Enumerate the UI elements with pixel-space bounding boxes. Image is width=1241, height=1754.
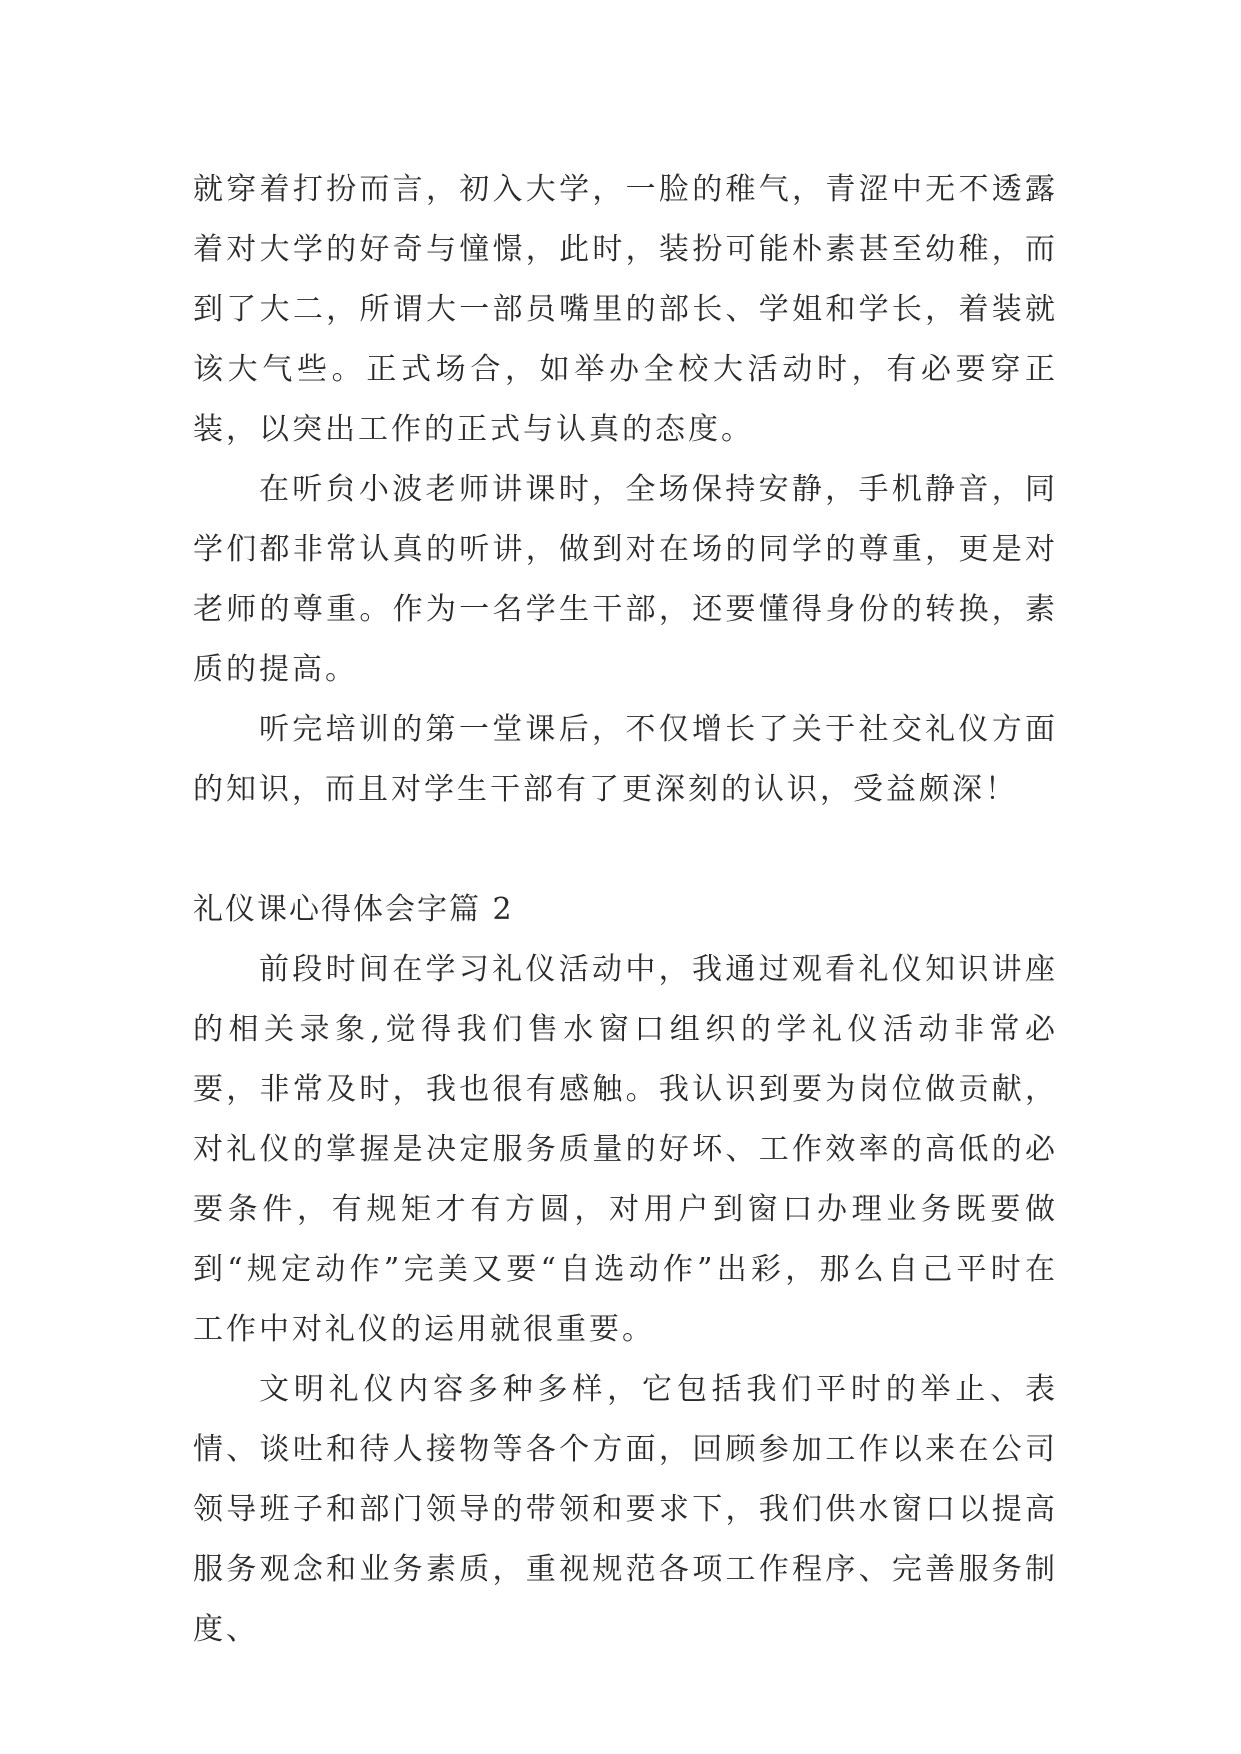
- section-heading: 礼仪课心得体会字篇 2: [193, 892, 514, 927]
- paragraph-attire: 就穿着打扮而言，初入大学，一脸的稚气，青涩中无不透露着对大学的好奇与憧憬，此时，装扮可能朴素甚至幼稚，而到了大二，所谓大一部员嘴里的部长、学姐和学长，着装就该大气些。正式场合，如举办全校大活动时，有必要穿正装，以突出工作的正式与认真的态度。: [193, 172, 1058, 447]
- paragraph-conclusion: 听完培训的第一堂课后，不仅增长了关于社交礼仪方面的知识，而且对学生干部有了更深刻的认识，受益颇深！: [193, 712, 1058, 807]
- paragraph-etiquette-activity: 前段时间在学习礼仪活动中，我通过观看礼仪知识讲座的相关录象,觉得我们售水窗口组织的学礼仪活动非常必要，非常及时，我也很有感触。我认识到要为岗位做贡献，对礼仪的掌握是决定服务质量的好坏、工作效率的高低的必要条件，有规矩才有方圆，对用户到窗口办理业务既要做到“规定动作”完美又要“自选动作”出彩，那么自己平时在工作中对礼仪的运用就很重要。: [193, 952, 1058, 1347]
- paragraph-lecture-etiquette: 在听贠小波老师讲课时，全场保持安静，手机静音，同学们都非常认真的听讲，做到对在场的同学的尊重，更是对老师的尊重。作为一名学生干部，还要懂得身份的转换，素质的提高。: [193, 472, 1058, 687]
- document-body: [193, 160, 1058, 1660]
- section-spacer: [193, 820, 1058, 880]
- paragraph-civility-content: 文明礼仪内容多种多样，它包括我们平时的举止、表情、谈吐和待人接物等各个方面，回顾参加工作以来在公司领导班子和部门领导的带领和要求下，我们供水窗口以提高服务观念和业务素质，重视规范各项工作程序、完善服务制度、: [193, 1372, 1058, 1647]
